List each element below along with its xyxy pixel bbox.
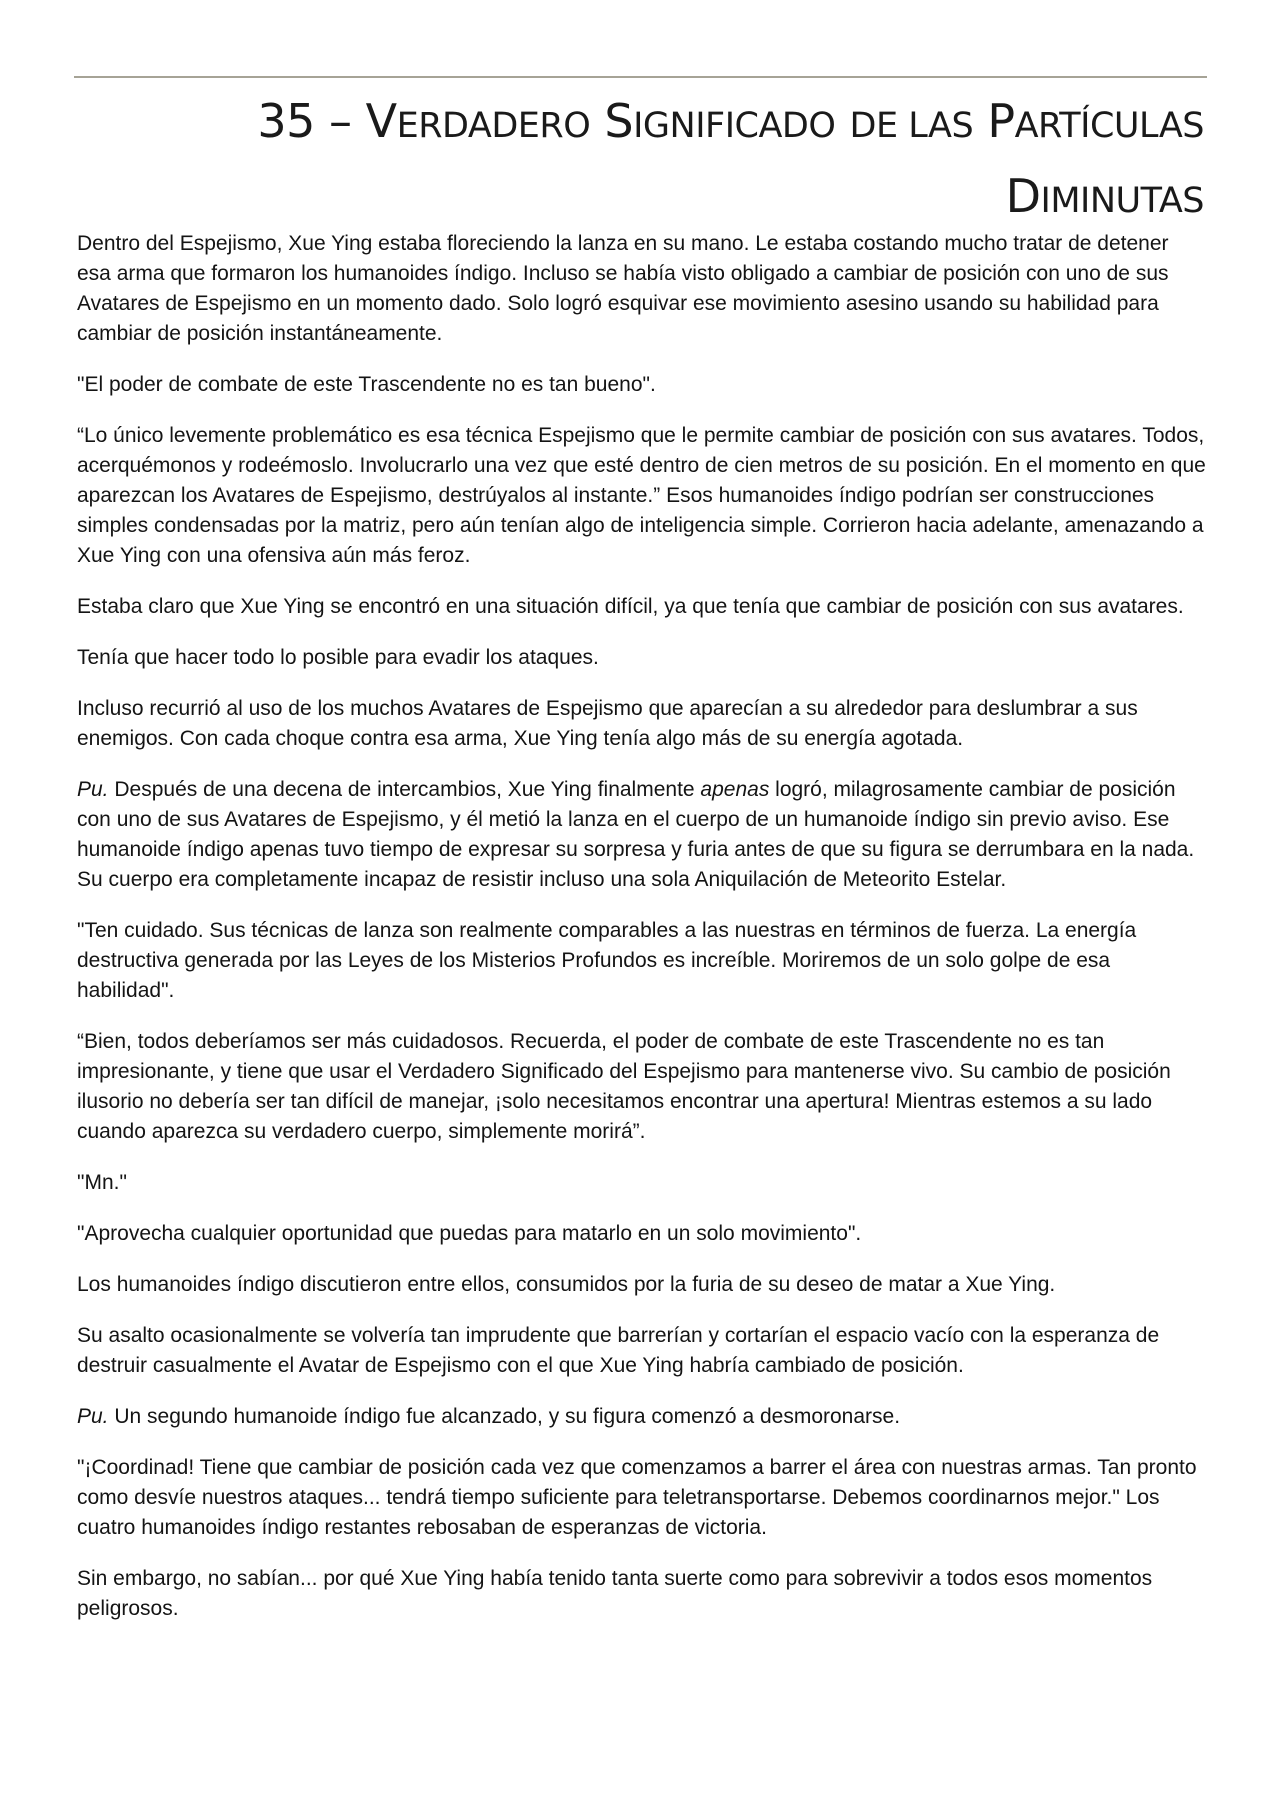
paragraph: "Ten cuidado. Sus técnicas de lanza son realmente comparables a las nuestras en términos de fuerza. La energía destructiva generada por las Leyes de los Misterios Profundos es increíble. Moriremos de un solo golpe de esa habilidad".: [77, 919, 1137, 1002]
paragraph: Dentro del Espejismo, Xue Ying estaba floreciendo la lanza en su mano. Le estaba costando mucho tratar de detener esa arma que formaron los humanoides índigo. Incluso se había visto obligado a cambiar de posición con uno de sus Avatares de Espejismo en un momento dado. Solo logró esquivar ese movimiento asesino usando su habilidad para cambiar de posición instantáneamente.: [77, 232, 1169, 345]
chapter-number: 35: [257, 94, 315, 148]
paragraph: Incluso recurrió al uso de los muchos Avatares de Espejismo que aparecían a su alrededor para deslumbrar a sus enemigos. Con cada choque contra esa arma, Xue Ying tenía algo más de su energía agotada.: [77, 697, 1138, 750]
onomatopoeia: Pu.: [77, 1405, 109, 1428]
paragraph: Sin embargo, no sabían... por qué Xue Ying había tenido tanta suerte como para sobrevivir a todos esos momentos peligrosos.: [77, 1567, 1153, 1620]
paragraph: "Aprovecha cualquier oportunidad que puedas para matarlo en un solo movimiento".: [77, 1222, 862, 1245]
paragraph: Los humanoides índigo discutieron entre ellos, consumidos por la furia de su deseo de matar a Xue Ying.: [77, 1273, 1056, 1296]
chapter-title: [74, 86, 1204, 236]
paragraph: "¡Coordinad! Tiene que cambiar de posición cada vez que comenzamos a barrer el área con nuestras armas. Tan pronto como desvíe nuestros ataques... tendrá tiempo suficiente para teletransportarse. Debemos coordinarnos mejor." Los cuatro humanoides índigo restantes rebosaban de esperanzas de victoria.: [77, 1456, 1197, 1539]
chapter-dash: –: [329, 94, 352, 148]
paragraph: "Mn.": [77, 1171, 127, 1194]
title-word-verdadero: VERDADERO: [365, 94, 591, 148]
paragraph: Pu. Un segundo humanoide índigo fue alcanzado, y su figura comenzó a desmoronarse.: [77, 1405, 901, 1428]
title-word-particulas: PARTÍCULAS: [987, 94, 1204, 148]
paragraph: "El poder de combate de este Trascendente no es tan bueno".: [77, 373, 656, 396]
paragraph: Tenía que hacer todo lo posible para evadir los ataques.: [77, 646, 599, 669]
paragraph: “Lo único levemente problemático es esa técnica Espejismo que le permite cambiar de posición con sus avatares. Todos, acerquémonos y rodeémoslo. Involucrarlo una vez que esté dentro de cien metros de su posición. En el momento en que aparezcan los Avatares de Espejismo, destrúyalos al instante.” Esos humanoides índigo podrían ser construcciones simples condensadas por la matriz, pero aún tenían algo de inteligencia simple. Corrieron hacia adelante, amenazando a Xue Ying con una ofensiva aún más feroz.: [77, 424, 1206, 567]
emphasis: apenas: [700, 778, 770, 801]
chapter-body: [77, 229, 1207, 1645]
title-word-significado: SIGNIFICADO: [604, 94, 836, 148]
title-word-de-las: DE LAS: [849, 106, 974, 146]
onomatopoeia: Pu.: [77, 778, 109, 801]
paragraph: Su asalto ocasionalmente se volvería tan imprudente que barrerían y cortarían el espacio vacío con la esperanza de destruir casualmente el Avatar de Espejismo con el que Xue Ying habría cambiado de posición.: [77, 1324, 1160, 1377]
paragraph: Pu. Después de una decena de intercambios, Xue Ying finalmente apenas logró, milagrosamente cambiar de posición con uno de sus Avatares de Espejismo, y él metió la lanza en el cuerpo de un humanoide índigo sin previo aviso. Ese humanoide índigo apenas tuvo tiempo de expresar su sorpresa y furia antes de que su figura se derrumbara en la nada. Su cuerpo era completamente incapaz de resistir incluso una sola Aniquilación de Meteorito Estelar.: [77, 778, 1195, 891]
paragraph: Estaba claro que Xue Ying se encontró en una situación difícil, ya que tenía que cambiar de posición con sus avatares.: [77, 595, 1184, 618]
paragraph: “Bien, todos deberíamos ser más cuidadosos. Recuerda, el poder de combate de este Trascendente no es tan impresionante, y tiene que usar el Verdadero Significado del Espejismo para mantenerse vivo. Su cambio de posición ilusorio no debería ser tan difícil de manejar, ¡solo necesitamos encontrar una apertura! Mientras estemos a su lado cuando aparezca su verdadero cuerpo, simplemente morirá”.: [77, 1030, 1171, 1143]
header-rule: [74, 76, 1207, 78]
title-word-diminutas: DIMINUTAS: [1005, 169, 1204, 223]
